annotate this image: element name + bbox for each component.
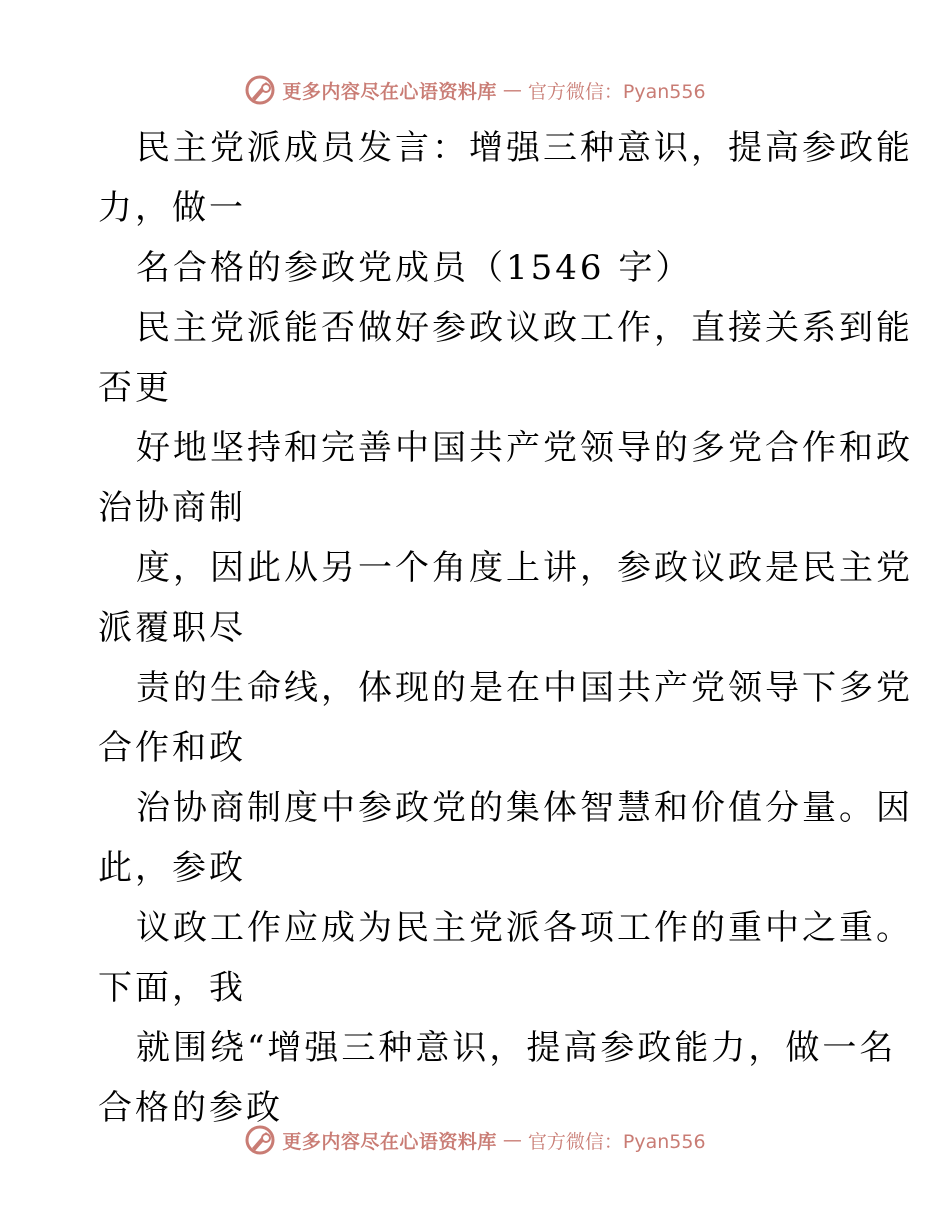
body-line: 治协商制度中参政党的集体智慧和价值分量。因	[136, 788, 913, 828]
body-line: 民主党派能否做好参政议政工作，直接关系到能	[136, 308, 913, 348]
quill-pen-circle-icon	[244, 74, 276, 106]
document-body	[98, 118, 913, 1138]
body-line: 责的生命线，体现的是在中国共产党领导下多党	[136, 668, 913, 708]
watermark-text: 更多内容尽在心语资料库	[282, 80, 497, 103]
watermark-wechat: 官方微信：Pyan556	[527, 1130, 706, 1153]
watermark-wechat: 官方微信：Pyan556	[527, 80, 706, 103]
body-line: 民主党派成员发言：增强三种意识，提高参政能	[136, 128, 913, 168]
watermark-separator: —	[502, 1129, 522, 1151]
body-line: 否更	[98, 368, 172, 408]
body-line: 名合格的参政党成员（1546 字）	[136, 248, 693, 288]
body-line: 派覆职尽	[98, 608, 246, 648]
header-watermark	[0, 70, 950, 110]
watermark-separator: —	[502, 79, 522, 101]
body-line: 合格的参政	[98, 1088, 283, 1128]
watermark-text: 更多内容尽在心语资料库	[282, 1130, 497, 1153]
body-line: 就围绕“增强三种意识，提高参政能力，做一名	[136, 1028, 897, 1068]
quill-pen-circle-icon	[244, 1124, 276, 1156]
body-line: 下面，我	[98, 968, 246, 1008]
footer-watermark	[0, 1120, 950, 1160]
body-line: 好地坚持和完善中国共产党领导的多党合作和政	[136, 428, 913, 468]
body-line: 力，做一	[98, 188, 246, 228]
body-line: 度，因此从另一个角度上讲，参政议政是民主党	[136, 548, 913, 588]
body-line: 治协商制	[98, 488, 246, 528]
body-line: 合作和政	[98, 728, 246, 768]
body-line: 此，参政	[98, 848, 246, 888]
body-line: 议政工作应成为民主党派各项工作的重中之重。	[136, 908, 913, 948]
